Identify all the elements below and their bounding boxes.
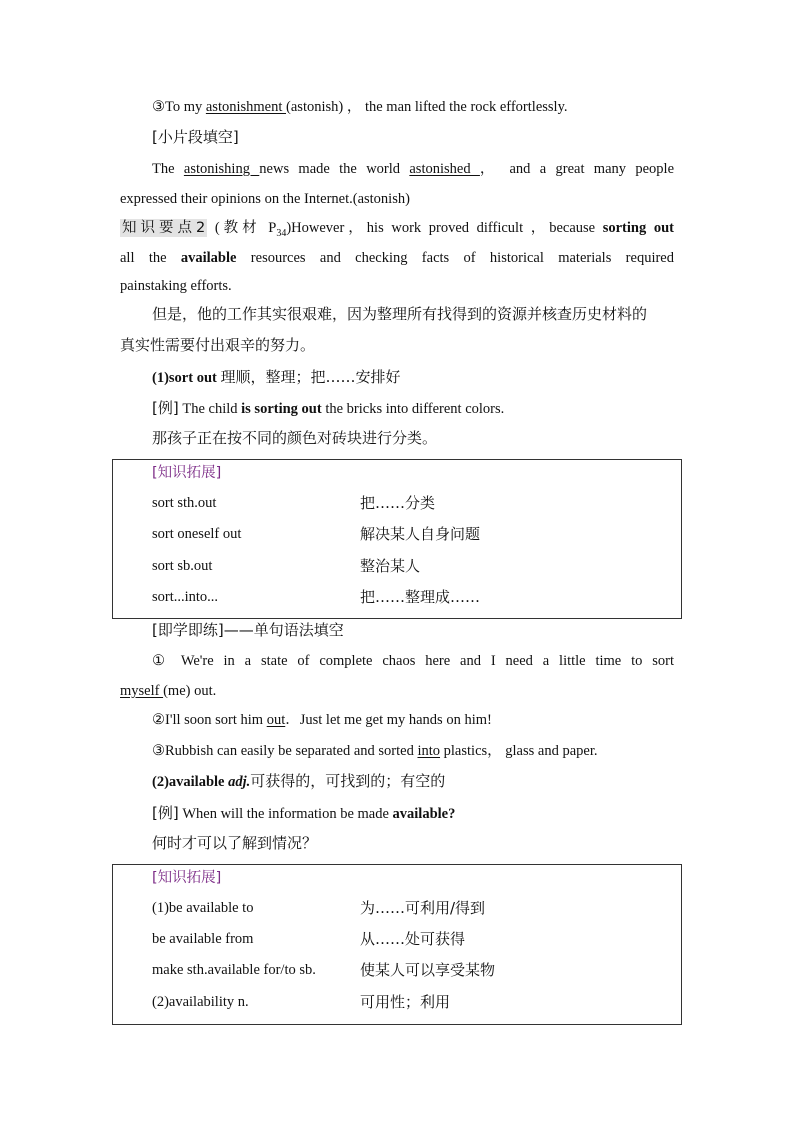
meaning: 解决某人自身问题 — [360, 525, 481, 543]
example-sentence — [152, 803, 674, 824]
text: all the — [120, 250, 181, 266]
phrase: (2)available — [152, 774, 229, 790]
phrase-meaning: 可获得的，可找到的；有空的 — [250, 772, 446, 790]
drill-q1-line-1: ① We're in a state of complete chaos here and I need a little time to sort — [152, 653, 674, 669]
text: ．Just let me get my hands on him! — [285, 712, 492, 728]
drill-title: [即学即练]——单句语法填空 — [152, 621, 344, 639]
phrase: (2)availability n. — [152, 994, 249, 1010]
text: ②I'll soon sort him — [152, 712, 267, 728]
phrase: sort sth.out — [152, 495, 217, 511]
answer-blank: myself — [120, 683, 164, 699]
translation-line-2: 真实性需要付出艰辛的努力。 — [120, 336, 316, 354]
text: plastics， glass and paper. — [440, 743, 598, 759]
example-tag: [例] — [152, 804, 179, 822]
meaning: 为……可利用/得到 — [360, 899, 486, 917]
phrase-heading — [152, 367, 674, 388]
sentence-3 — [152, 97, 674, 117]
meaning: 可用性；利用 — [360, 993, 451, 1011]
text: When will the information be made — [178, 806, 393, 822]
text: the bricks into different colors. — [321, 401, 505, 417]
knowledge-point-tag: 知识要点2 — [122, 220, 206, 236]
example-translation: 那孩子正在按不同的颜色对砖块进行分类。 — [152, 429, 438, 447]
drill-q3 — [152, 741, 674, 761]
meaning: 整治某人 — [360, 557, 421, 575]
meaning: 把……整理成…… — [360, 588, 481, 606]
example-tag: [例] — [152, 399, 179, 417]
answer-blank: out — [266, 712, 286, 728]
answer-blank: into — [417, 743, 441, 759]
part-of-speech: adj. — [228, 774, 251, 790]
keyword: is sorting out — [241, 401, 322, 417]
keyword: sorting out — [602, 220, 674, 236]
sentence-text: (astonish) ， the man lifted the rock effortlessly. — [286, 99, 568, 115]
fill-paragraph-line-1 — [152, 159, 674, 179]
text: ③Rubbish can easily be separated and sorted — [152, 743, 418, 759]
knowledge-point-line-2 — [120, 248, 674, 268]
phrase: be available from — [152, 931, 254, 947]
keyword: available — [180, 250, 237, 266]
drill-q1-line-2 — [120, 681, 674, 701]
phrase: sort oneself out — [152, 526, 242, 542]
answer-blank: astonishing — [183, 161, 260, 177]
meaning: 从……处可获得 — [360, 930, 466, 948]
meaning: 把……分类 — [360, 494, 436, 512]
drill-q2 — [152, 710, 674, 730]
text: (me) out. — [163, 683, 217, 699]
phrase: sort sb.out — [152, 558, 213, 574]
phrase: sort...into... — [152, 589, 219, 605]
example-sentence — [152, 398, 674, 419]
translation-line-1: 但是，他的工作其实很艰难，因为整理所有找得到的资源并核查历史材料的 — [152, 305, 648, 323]
text: )However，his work proved difficult ，because — [286, 220, 603, 236]
keyword: available? — [392, 806, 456, 822]
text: The — [152, 161, 184, 177]
phrase: make sth.available for/to sb. — [152, 962, 316, 978]
knowledge-point-header — [120, 218, 674, 244]
section-label: [小片段填空] — [152, 128, 239, 146]
meaning: 使某人可以享受某物 — [360, 961, 496, 979]
phrase-heading — [152, 771, 674, 792]
text: news made the world — [259, 161, 410, 177]
extension-box — [112, 864, 682, 1025]
sentence-text: ③To my — [152, 99, 206, 115]
fill-paragraph-line-2: expressed their opinions on the Internet.(astonish) — [120, 191, 410, 207]
phrase: (1)sort out — [152, 370, 221, 386]
box-title — [152, 463, 681, 483]
knowledge-point-line-3: painstaking efforts. — [120, 278, 232, 294]
text: The child — [178, 401, 242, 417]
example-translation: 何时才可以了解到情况？ — [152, 834, 318, 852]
text: resources and checking facts of historical materials required — [236, 250, 674, 266]
phrase: (1)be available to — [152, 900, 254, 916]
phrase-meaning: 理顺，整理；把……安排好 — [220, 368, 401, 386]
answer-blank: astonishment — [205, 99, 287, 115]
box-title-text: [知识拓展] — [152, 465, 222, 481]
box-title — [152, 868, 681, 888]
box-title-text: [知识拓展] — [152, 870, 222, 886]
page-subscript: 34 — [276, 227, 287, 239]
text: ， and a great many people — [479, 161, 675, 177]
answer-blank: astonished — [409, 161, 480, 177]
extension-box — [112, 459, 682, 619]
text: (教材 P — [214, 220, 277, 236]
